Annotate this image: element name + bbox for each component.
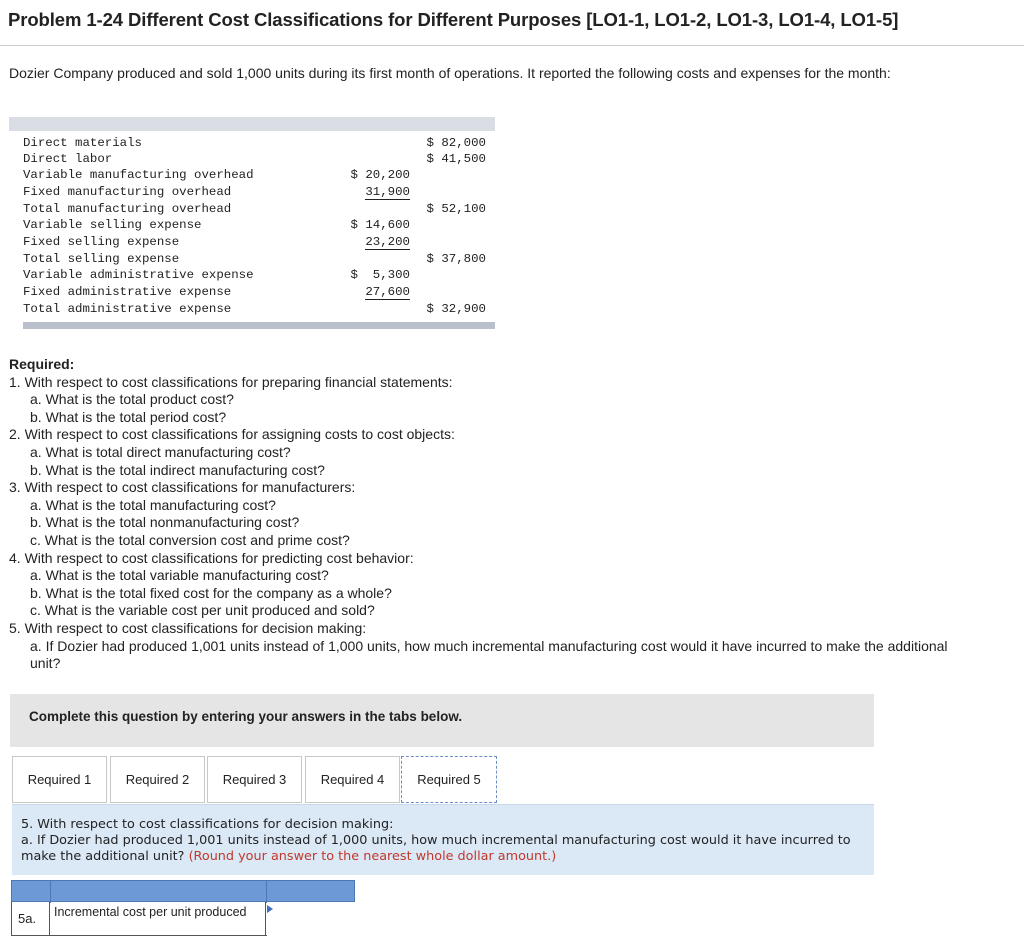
required-subitem: a. If Dozier had produced 1,001 units instead of 1,000 units, how much incremental manufacturing cost would it have incurred to make the additional unit? — [30, 637, 948, 672]
required-subitem: a. What is the total product cost? — [30, 391, 234, 408]
answer-row-number: 5a. — [12, 902, 50, 935]
required-item: 5. With respect to cost classifications for decision making: — [9, 619, 367, 636]
cost-right-value: $ 82,000 — [426, 136, 486, 150]
incremental-cost-input[interactable] — [267, 902, 358, 937]
instructions-text: Complete this question by entering your answers in the tabs below. — [29, 709, 463, 724]
tab-required-5[interactable]: Required 5 — [401, 756, 497, 803]
cost-label: Variable administrative expense — [23, 268, 254, 282]
cost-label: Variable selling expense — [23, 218, 202, 232]
required-item: 2. With respect to cost classifications for assigning costs to cost objects: — [9, 426, 455, 443]
required-subitem: c. What is the total conversion cost and prime cost? — [30, 531, 350, 548]
cost-label: Total manufacturing overhead — [23, 202, 232, 216]
cost-right-value: $ 52,100 — [426, 202, 486, 216]
input-marker-icon — [267, 905, 273, 913]
tab-required-1[interactable]: Required 1 — [12, 756, 107, 803]
required-subitem: b. What is the total fixed cost for the company as a whole? — [30, 584, 392, 601]
required-item: 4. With respect to cost classifications for predicting cost behavior: — [9, 549, 414, 566]
required-subitem: b. What is the total period cost? — [30, 408, 227, 425]
tab-required-4[interactable]: Required 4 — [305, 756, 400, 803]
answer-row-label: Incremental cost per unit produced — [50, 902, 266, 935]
cost-label: Direct materials — [23, 136, 142, 150]
cost-table-footer-bar — [23, 322, 495, 329]
cost-right-value: $ 41,500 — [426, 152, 486, 166]
required-item: 3. With respect to cost classifications for manufacturers: — [9, 479, 356, 496]
required-subitem: c. What is the variable cost per unit produced and sold? — [30, 602, 375, 619]
cost-label: Fixed selling expense — [23, 235, 180, 249]
cost-table-header-bar — [9, 117, 495, 131]
answer-row — [11, 902, 355, 936]
cost-table — [9, 117, 495, 330]
required-heading: Required: — [9, 356, 75, 372]
instructions-banner — [10, 694, 874, 747]
cost-right-value: $ 32,900 — [426, 302, 486, 316]
problem-title: Problem 1-24 Different Cost Classifications for Different Purposes [LO1-1, LO1-2, LO1-3, LO1-4, LO1-5] — [8, 9, 899, 30]
required-subitem: a. What is total direct manufacturing cost? — [30, 443, 291, 460]
required-subitem: a. What is the total variable manufacturing cost? — [30, 567, 329, 584]
answer-table-header — [11, 880, 355, 902]
tab-required-3[interactable]: Required 3 — [207, 756, 302, 803]
cost-mid-value: 23,200 — [365, 235, 410, 249]
question-line-1: 5. With respect to cost classifications for decision making: — [21, 817, 394, 832]
required-item: 1. With respect to cost classifications for preparing financial statements: — [9, 373, 453, 390]
cost-mid-value: $ 14,600 — [350, 218, 410, 232]
cost-label: Fixed manufacturing overhead — [23, 185, 232, 199]
answer-table — [11, 880, 355, 936]
cost-right-value: $ 37,800 — [426, 252, 486, 266]
required-subitem: a. What is the total manufacturing cost? — [30, 496, 276, 513]
cost-label: Variable manufacturing overhead — [23, 168, 254, 182]
problem-intro: Dozier Company produced and sold 1,000 units during its first month of operations. It reported the following costs and expenses for the month: — [9, 65, 891, 81]
cost-mid-value: $ 20,200 — [350, 168, 410, 182]
required-subitem: b. What is the total nonmanufacturing cost? — [30, 514, 300, 531]
tab-required-2[interactable]: Required 2 — [110, 756, 205, 803]
cost-label: Direct labor — [23, 152, 113, 166]
title-divider — [0, 45, 1024, 46]
cost-label: Total administrative expense — [23, 302, 232, 316]
required-subitem: b. What is the total indirect manufacturing cost? — [30, 461, 325, 478]
cost-mid-value: $ 5,300 — [350, 268, 410, 282]
cost-mid-value: 31,900 — [365, 185, 410, 199]
rounding-hint: (Round your answer to the nearest whole dollar amount.) — [188, 849, 557, 864]
cost-label: Fixed administrative expense — [23, 285, 232, 299]
cost-mid-value: 27,600 — [365, 285, 410, 299]
question-line-2: a. If Dozier had produced 1,001 units instead of 1,000 units, how much incremental manufacturing cost would it have incurred to make the additional unit? — [21, 833, 851, 864]
required-section — [9, 356, 1009, 673]
cost-label: Total selling expense — [23, 252, 180, 266]
question-panel — [12, 804, 874, 875]
